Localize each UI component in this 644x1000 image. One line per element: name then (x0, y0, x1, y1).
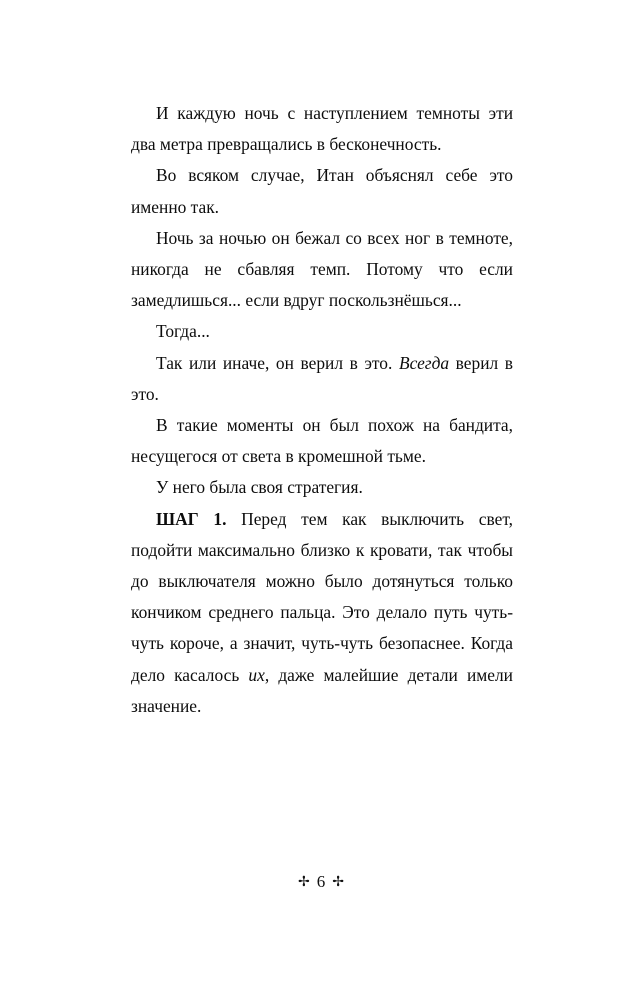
paragraph: И каждую ночь с наступлением темноты эти два метра превращались в бесконечность. (131, 103, 513, 155)
step-text-end: , даже малейшие детали имели значение. (131, 664, 513, 716)
body-text-column (131, 98, 513, 722)
paragraph: В такие моменты он был похож на бандита, несущегося от света в кромешной тьме. (131, 415, 513, 467)
ornament-left-icon: ✢ (298, 875, 312, 890)
paragraph: Во всяком случае, Итан объяснял себе это именно так. (131, 165, 513, 217)
paragraph: Ночь за ночью он бежал со всех ног в темноте, никогда не сбавляя темп. Потому что если замедлишься... если вдруг поскользнёшься... (131, 227, 513, 311)
paragraph-text-before-emphasis: Так или иначе, он верил в это. (156, 352, 399, 373)
emphasis-ikh: их (248, 664, 265, 685)
step-label: ШАГ 1. (156, 508, 227, 529)
step-text: Перед тем как выключить свет, подойти максимально близко к кровати, так чтобы до выключателя можно было дотянуться только кончиком среднего пальца. Это делало путь чуть-чуть короче, а значит, чуть-чуть безопаснее. Когда дело касалось (131, 508, 513, 685)
paragraph-with-emphasis (131, 348, 513, 410)
paragraph-step-one (131, 504, 513, 722)
ornament-right-icon: ✢ (332, 875, 346, 890)
emphasis-vsegda: Всегда (398, 352, 450, 373)
page-number-value: 6 (316, 872, 328, 891)
paragraph: Тогда... (156, 321, 210, 342)
page-number (0, 872, 644, 892)
paragraph-text-after-emphasis: верил в это. (131, 352, 513, 404)
paragraph: У него была своя стратегия. (156, 477, 363, 498)
